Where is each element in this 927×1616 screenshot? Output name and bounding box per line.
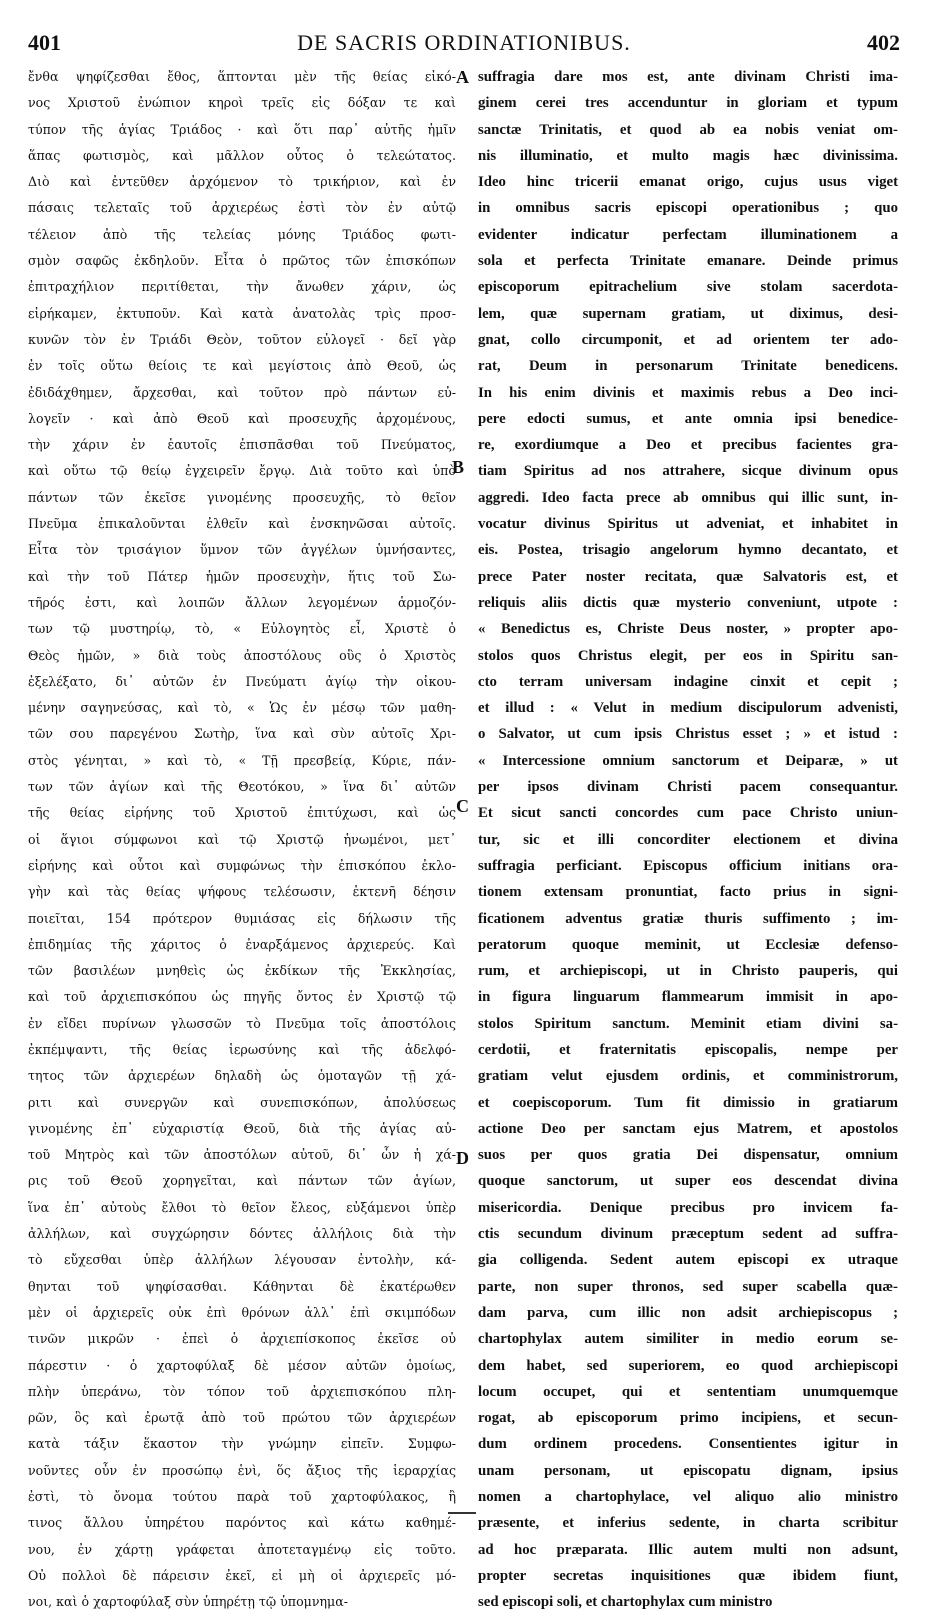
text-line: καὶ οὕτω τῷ θείῳ ἐγχειρεῖν ἔργῳ. Διὰ τοῦτο καὶ ὑπὸ	[28, 463, 456, 479]
text-line: λογεῖν · καὶ ἀπὸ Θεοῦ καὶ προσευχῆς ἀρχομένους,	[28, 410, 456, 426]
text-line: ἐξελέξατο, δι᾽ αὐτῶν ἐν Πνεύματι ἁγίῳ τὴν οἰκου-	[28, 673, 456, 689]
text-line: stolos Spiritum sanctum. Meminit etiam divini sa-	[478, 1015, 898, 1032]
text-line: τέλειον ἀπὸ τῆς τελείας μόνης Τριάδος φωτι-	[28, 226, 456, 242]
text-line: ficationem adventus gratiæ thuris suffimento ; im-	[478, 910, 898, 927]
text-line: dam parva, cum illic non adsit archiepiscopus ;	[478, 1304, 898, 1321]
text-line: reliquis aliis dictis quæ mysterio conveniunt, utpote :	[478, 594, 898, 611]
text-line: Οὐ πολλοὶ δὲ πάρεισιν ἐκεῖ, εἰ μὴ οἱ ἀρχιερεῖς μό-	[28, 1567, 456, 1583]
text-line: θηνται τοῦ ψηφίσασθαι. Κάθηνται δὲ ἑκατέρωθεν	[28, 1278, 456, 1294]
section-marker-a: A	[456, 67, 469, 87]
text-line: suffragia perficiant. Episcopus officium initians ora-	[478, 857, 898, 874]
text-line: ριτι καὶ συνεργῶν καὶ συνεπισκόπων, ἀπολύσεως	[28, 1094, 456, 1110]
text-line: prece Pater noster recitata, quæ Salvatoris est, et	[478, 568, 898, 585]
text-line: rogat, ab episcoporum primo incipiens, et secun-	[478, 1410, 898, 1427]
running-header	[28, 30, 900, 60]
text-line: peratorum quoque meminit, ut Ecclesiæ defenso-	[478, 936, 898, 953]
text-line: sed episcopi soli, et chartophylax cum ministro	[478, 1594, 773, 1611]
text-line: « Intercessione omnium sanctorum et Deiparæ, » ut	[478, 752, 898, 769]
text-line: τῆρός ἐστι, καὶ λοιπῶν ἄλλων λεγομένων ἁρμοζόν-	[28, 594, 456, 610]
text-line: πλὴν ὑπεράνω, τὸν τόπον τοῦ ἀρχιεπισκόπου πλη-	[28, 1383, 456, 1399]
text-line: των τῷ μυστηρίῳ, τὸ, « Εὐλογητὸς εἶ, Χριστὲ ὁ	[28, 621, 456, 637]
text-line: τῆς θείας εἰρήνης τοῦ Χριστοῦ ἐπιτύχωσι, καὶ ὡς	[28, 805, 456, 821]
text-line: Πνεῦμα ἐπικαλοῦνται ἐλθεῖν καὶ ἐνσκηνῶσαι αὐτοῖς.	[28, 516, 456, 532]
text-line: νοῦντες οὖν ἐν προσώπῳ ἑνὶ, ὅς ἄξιος τῆς ἱεραρχίας	[28, 1462, 456, 1478]
text-line: parte, non super thronos, sed super scabella quæ-	[478, 1278, 898, 1295]
text-line: rum, et archiepiscopi, ut in Christo pauperis, qui	[478, 963, 898, 980]
text-line: ἅπας φωτισμὸς, καὶ μᾶλλον οὗτος ὁ τελεώτατος.	[28, 147, 456, 163]
section-marker-c: C	[456, 796, 469, 816]
text-line: suos per quos gratia Dei dispensatur, omnium	[478, 1147, 898, 1164]
text-line: εἰρήνης καὶ οὗτοι καὶ συμφώνως τὴν ἐπισκόπου ἐκλο-	[28, 857, 456, 873]
text-line: aggredi. Ideo facta prece ab omnibus qui illic sunt, in-	[478, 489, 898, 506]
text-line: stolos quos Christus elegit, per eos in Spiritu san-	[478, 647, 898, 664]
text-line: πάσαις τελεταῖς τοῦ ἀρχιερέως ἐστὶ τὸν ἐν αὐτῷ	[28, 200, 456, 216]
text-line: nomen a chartophylace, vel aliquo alio ministro	[478, 1489, 898, 1506]
text-line: episcoporum epitrachelium sive stolam sacerdota-	[478, 279, 898, 296]
text-line: τύπον τῆς ἁγίας Τριάδος · καὶ ὅτι παρ᾽ αὐτῆς ἡμῖν	[28, 121, 456, 137]
text-line: tionem extensam pronuntiat, facto prius in signi-	[478, 884, 898, 901]
text-line: ρῶν, ὃς καὶ ἐρωτᾷ ἀπὸ τοῦ πρώτου τῶν ἀρχιερέων	[28, 1410, 456, 1426]
text-line: νοι, καὶ ὁ χαρτοφύλαξ σὺν ὑπηρέτῃ τῷ ὑπομνημα-	[28, 1594, 348, 1610]
text-line: propter secretas inquisitiones quæ ibidem fiunt,	[478, 1567, 898, 1584]
text-line: chartophylax autem similiter in medio eorum se-	[478, 1331, 898, 1348]
text-line: ἵνα ἐπ᾽ αὐτοὺς ἔλθοι τὸ θεῖον ἔλεος, εὐξάμενοι ὑπὲρ	[28, 1199, 456, 1215]
page-title: DE SACRIS ORDINATIONIBUS.	[297, 30, 631, 55]
text-line: καὶ τὴν τοῦ Πάτερ ἡμῶν προσευχὴν, ἥτις τοῦ Σω-	[28, 568, 456, 584]
text-line: τὸ εὔχεσθαι ὑπὲρ ἀλλήλων λέγουσαν ἐντολὴν, κά-	[28, 1252, 456, 1268]
text-line: in figura linguarum flammearum immisit in apo-	[478, 989, 898, 1006]
text-line: et coepiscoporum. Tum fit dimissio in gratiarum	[478, 1094, 898, 1111]
text-line: κατὰ τάξιν ἕκαστον τὴν γνώμην εἰπεῖν. Συμφω-	[28, 1436, 456, 1452]
text-line: τινῶν μικρῶν · ἐπεὶ ὁ ἀρχιεπίσκοπος ἐκεῖσε οὐ	[28, 1331, 456, 1347]
footer-rule	[448, 1512, 476, 1514]
text-line: κυνῶν τὸν ἐν Τριάδι Θεὸν, τοῦτον εὐλογεῖ · δεῖ γὰρ	[28, 331, 456, 347]
text-line: εἰρήκαμεν, ἐκτυποῦν. Καὶ κατὰ ἀνατολὰς τρὶς προσ-	[28, 305, 456, 321]
text-line: τοῦ Μητρὸς καὶ τῶν ἀποστόλων αὐτοῦ, δι᾽ ὧν ἡ χά-	[28, 1147, 456, 1163]
text-line: sola et perfecta Trinitate emanare. Deinde primus	[478, 253, 898, 270]
text-line: vocatur divinus Spiritus ut adveniat, et inhabitet in	[478, 516, 898, 533]
page-number-right: 402	[867, 30, 900, 55]
text-line: sanctæ Trinitatis, et quod ab ea nobis veniat om-	[478, 121, 898, 138]
text-line: ἀλλήλων, καὶ συγχώρησιν δόντες ἀλλήλοις διὰ τὴν	[28, 1226, 456, 1242]
text-line: τῶν σου παρεγένου Σωτὴρ, ἵνα καὶ σὺν αὐτοῖς Χρι-	[28, 726, 456, 742]
text-line: Εἶτα τὸν τρισάγιον ὕμνον τῶν ἀγγέλων ὑμνήσαντες,	[28, 542, 456, 558]
greek-text-column	[28, 64, 456, 1616]
text-line: gratiam velut ejusdem ordinis, et comministrorum,	[478, 1068, 898, 1085]
text-line: Θεὸς ἡμῶν, » διὰ τοὺς ἀποστόλους οὓς ὁ Χριστὸς	[28, 647, 456, 663]
text-line: misericordia. Denique precibus pro invicem fa-	[478, 1199, 898, 1216]
text-line: μὲν οἱ ἀρχιερεῖς οὐκ ἐπὶ θρόνων ἀλλ᾽ ἐπὶ σκιμπόδων	[28, 1304, 456, 1320]
text-line: dem habet, sed superiorem, eo quod archiepiscopi	[478, 1357, 898, 1374]
text-line: ἐν εἴδει πυρίνων γλωσσῶν τὸ Πνεῦμα τοῖς ἀποστόλοις	[28, 1015, 456, 1031]
latin-text-column	[478, 64, 898, 1616]
text-line: νου, ἐν χάρτῃ γράφεται ἀποτεταγμένῳ εἰς τοῦτο.	[28, 1541, 456, 1557]
text-line: rat, Deum in personarum Trinitate benedicens.	[478, 358, 898, 375]
text-line: nis illuminatio, et multo magis hæc divinissima.	[478, 147, 898, 164]
text-line: « Benedictus es, Christe Deus noster, » propter apo-	[478, 621, 898, 638]
text-line: Et sicut sancti concordes cum pace Christo uniun-	[478, 805, 898, 822]
text-line: gnat, collo circumponit, et ad orientem ter ado-	[478, 331, 898, 348]
text-line: Ideo hinc tricerii emanat origo, cujus usus viget	[478, 174, 898, 191]
text-line: locum occupet, qui et sententiam unumquemque	[478, 1383, 898, 1400]
text-line: πάρεστιν · ὁ χαρτοφύλαξ δὲ μέσον αὐτῶν ὁμοίως,	[28, 1357, 456, 1373]
text-line: evidenter indicatur perfectam illuminationem a	[478, 226, 898, 243]
text-line: dum ordinem procedens. Consentientes igitur in	[478, 1436, 898, 1453]
text-line: ἐν τοῖς οὕτω θείοις τε καὶ μεγίστοις ἀπὸ Θεοῦ, ὡς	[28, 358, 456, 374]
text-line: ginem cerei tres accenduntur in gloriam et typum	[478, 95, 898, 112]
text-line: in omnibus sacris episcopi operationibus ; quo	[478, 200, 898, 217]
text-line: pere edocti sumus, et ante omnia ipsi benedice-	[478, 410, 898, 427]
text-line: ρις τοῦ Θεοῦ χορηγεῖται, καὶ πάντων τῶν ἁγίων,	[28, 1173, 456, 1189]
text-line: tiam Spiritus ad nos attrahere, sicque divinum opus	[478, 463, 898, 480]
text-line: ἐπιδημίας τῆς χάριτος ὁ ἐναρξάμενος ἀρχιερεύς. Καὶ	[28, 936, 456, 952]
text-line: Διὸ καὶ ἐντεῦθεν ἀρχόμενον τὸ τρικήριον, καὶ ἐν	[28, 174, 456, 190]
text-line: eis. Postea, trisagio angelorum hymno decantato, et	[478, 542, 898, 559]
text-line: unam personam, ut episcopatu dignam, ipsius	[478, 1462, 898, 1479]
text-line: τινος ἄλλου ὑπηρέτου παρόντος καὶ κάτω καθημέ-	[28, 1515, 456, 1531]
text-line: per ipsos divinam Christi pacem consequantur.	[478, 779, 898, 796]
text-line: ἐπιτραχήλιον περιτίθεται, τὴν ἄνωθεν χάριν, ὡς	[28, 279, 456, 295]
text-line: οἱ ἅγιοι σύμφωνοι καὶ τῷ Χριστῷ ἡνωμένοι, μετ᾽	[28, 831, 456, 847]
text-line: νος Χριστοῦ ἐνώπιον κηροὶ τρεῖς εἰς δόξαν τε καὶ	[28, 95, 456, 111]
text-line: γινομένης ἐπ᾽ εὐχαριστίᾳ Θεοῦ, διὰ τῆς ἁγίας αὐ-	[28, 1120, 456, 1136]
text-line: πάντων τῶν ἐκεῖσε γινομένης προσευχῆς, τὸ θεῖον	[28, 489, 456, 505]
text-line: lem, quæ supernam gratiam, ut diximus, desi-	[478, 305, 898, 322]
text-line: ctis secundum divinum præceptum sedent ad suffra-	[478, 1226, 898, 1243]
text-line: quoque sanctorum, ut super eos descendat divina	[478, 1173, 898, 1190]
text-line: ἐδιδάχθημεν, ἄρχεσθαι, καὶ τοῦτον πρὸ πάντων εὐ-	[28, 384, 456, 400]
text-line: τὴν χάριν ἐν ἑαυτοῖς ἐπισπᾶσθαι τοῦ Πνεύματος,	[28, 437, 456, 453]
text-line: gia colligenda. Sedent autem episcopi ex utraque	[478, 1252, 898, 1269]
text-line: των τῶν ἁγίων καὶ τῆς Θεοτόκου, » ἵνα δι᾽ αὐτῶν	[28, 779, 456, 795]
text-line: στὸς γένηται, » καὶ τὸ, « Τῇ πρεσβείᾳ, Κύριε, πάν-	[28, 752, 456, 768]
section-marker-b: B	[452, 457, 465, 477]
text-line: cto terram universam indagine cinxit et cepit ;	[478, 673, 898, 690]
text-line: et illud : « Velut in medium discipulorum advenisti,	[478, 700, 898, 717]
text-line: γὴν καὶ τὰς θείας ψήφους τελέσωσιν, ἐκτενῆ δέησιν	[28, 884, 456, 900]
text-line: μένην σαγηνεύσας, καὶ τὸ, « Ὡς ἐν μέσῳ τῶν μαθη-	[28, 700, 456, 716]
text-line: cerdotii, et fraternitatis episcopalis, nempe per	[478, 1041, 898, 1058]
text-line: ad hoc præparata. Illic autem multi non adsunt,	[478, 1541, 898, 1558]
text-line: In his enim divinis et maximis rebus a Deo inci-	[478, 384, 898, 401]
text-line: καὶ τοῦ ἀρχιεπισκόπου ὡς πηγῆς ὄντος ἐν Χριστῷ τῷ	[28, 989, 456, 1005]
section-marker-d: D	[456, 1148, 469, 1168]
page-number-left: 401	[28, 30, 61, 55]
text-line: ἔνθα ψηφίζεσθαι ἔθος, ἅπτονται μὲν τῆς θείας εἰκό-	[28, 69, 456, 84]
text-line: σμὸν σαφῶς ἐκδηλοῦν. Εἶτα ὁ πρῶτος τῶν ἐπισκόπων	[28, 253, 456, 269]
text-line: ἐστὶ, τὸ ὄνομα τούτου παρὰ τοῦ χαρτοφύλακος, ἢ	[28, 1489, 456, 1505]
text-line: præsente, et inferius sedente, in charta scribitur	[478, 1515, 898, 1532]
text-line: suffragia dare mos est, ante divinam Christi ima-	[478, 69, 898, 85]
text-line: tur, sic et illi concorditer electionem et divina	[478, 831, 898, 848]
text-line: τητος τῶν ἀρχιερέων δηλαδὴ ὡς ὁμοταγῶν τῇ χά-	[28, 1068, 456, 1084]
text-line: re, exordiumque a Deo et precibus facientes gra-	[478, 437, 898, 454]
text-line: ἐκπέμψαντι, τῆς θείας ἱερωσύνης καὶ τῆς ἀδελφό-	[28, 1041, 456, 1057]
text-line: actione Deo per sanctam ejus Matrem, et apostolos	[478, 1120, 898, 1137]
text-line: o Salvator, ut cum ipsis Christus esset ; » et istud :	[478, 726, 898, 743]
text-line: ποιεῖται, 154 πρότερον θυμιάσας εἰς δήλωσιν τῆς	[28, 910, 456, 926]
text-line: τῶν βασιλέων μνηθεὶς ὡς ἐκδίκων τῆς Ἐκκλησίας,	[28, 963, 456, 979]
